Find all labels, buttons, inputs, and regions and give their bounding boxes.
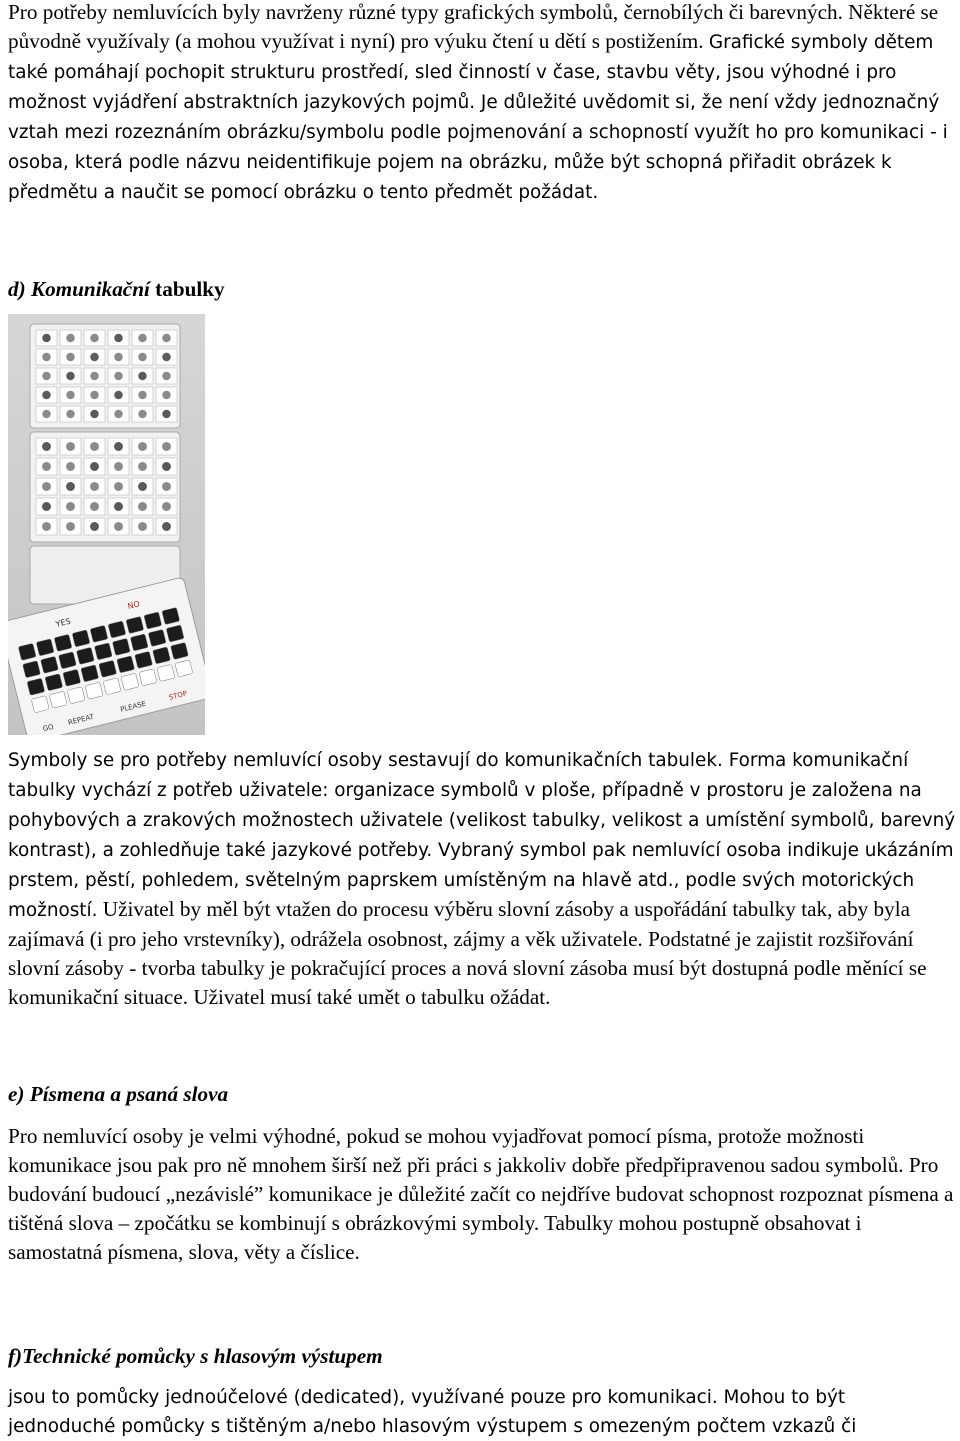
symbol-picture bbox=[138, 372, 146, 380]
symbol-picture bbox=[114, 482, 123, 491]
label-go: GO bbox=[41, 722, 55, 734]
symbol-picture bbox=[42, 410, 50, 418]
symbol-picture bbox=[114, 353, 122, 361]
symbol-picture bbox=[90, 372, 98, 380]
intro-sentence-1: Pro potřeby nemluvících byly navrženy různé typy grafických symbolů, černobílých či barevných. Některé se původně využívaly (a mohou využívat i nyní) pro výuku čtení u dětí s postižením. bbox=[8, 0, 939, 53]
intro-sentence-3: Je důležité uvědomit si, že není vždy jednoznačný vztah mezi rozeznáním obrázku/symbolu podle pojmenování a schopností využít ho pro komunikaci - i osoba, která podle názvu neidentifikuje pojem na obrázku, může být schopná přiřadit obrázek k předmětu a naučit se pomocí obrázku o tento předmět požádat. bbox=[8, 92, 948, 203]
symbol-picture bbox=[138, 391, 146, 399]
symbol-picture bbox=[162, 482, 171, 491]
symbol-picture bbox=[66, 391, 74, 399]
symbol-picture bbox=[90, 334, 98, 342]
symbol-picture bbox=[42, 372, 50, 380]
symbol-picture bbox=[42, 391, 50, 399]
symbol-picture bbox=[66, 410, 74, 418]
symbol-picture bbox=[114, 410, 122, 418]
symbol-picture bbox=[162, 442, 171, 451]
section-e-heading bbox=[8, 1080, 228, 1109]
symbol-picture bbox=[42, 462, 51, 471]
symbol-picture bbox=[162, 410, 170, 418]
symbol-picture bbox=[42, 482, 51, 491]
label-no: NO bbox=[126, 599, 141, 612]
symbol-picture bbox=[138, 482, 147, 491]
communication-boards-illustration bbox=[8, 314, 205, 735]
section-d-heading bbox=[8, 275, 225, 304]
symbol-picture bbox=[114, 442, 123, 451]
symbol-picture bbox=[138, 502, 147, 511]
label-yes: YES bbox=[54, 616, 72, 629]
symbol-picture bbox=[114, 522, 123, 531]
intro-paragraph bbox=[8, 0, 956, 207]
symbol-picture bbox=[90, 502, 99, 511]
symbol-picture bbox=[90, 522, 99, 531]
symbol-picture bbox=[90, 391, 98, 399]
symbol-picture bbox=[66, 372, 74, 380]
section-e-heading-text: e) Písmena a psaná slova bbox=[8, 1082, 229, 1106]
symbol-picture bbox=[90, 353, 98, 361]
symbol-picture bbox=[162, 522, 171, 531]
symbol-picture bbox=[138, 442, 147, 451]
section-d-sentence-1: Symboly se pro potřeby nemluvící osoby sestavují do komunikačních tabulek. Forma komunikační tabulky vychází z potřeb uživatele: organizace symbolů v ploše, případně v prostoru je založena na pohybových a zrakových možnostech uživatele (velikost tabulky, velikost a umístění symbolů, barevný kontrast), a zohledňuje také jazykové potřeby. Vybraný symbol pak nemluvící osoba indikuje ukázáním prstem, pěstí, pohledem, světelným paprskem umístěným na hlavě atd., podle svých motorických možností. bbox=[8, 750, 956, 921]
symbol-picture bbox=[162, 372, 170, 380]
section-f-heading-text: f)Technické pomůcky s hlasovým výstupem bbox=[8, 1344, 383, 1368]
symbol-picture bbox=[42, 334, 50, 342]
symbol-picture bbox=[90, 462, 99, 471]
symbol-picture bbox=[90, 482, 99, 491]
section-d-heading-upright: tabulky bbox=[149, 277, 225, 301]
symbol-picture bbox=[138, 334, 146, 342]
symbol-picture bbox=[114, 372, 122, 380]
symbol-picture bbox=[42, 442, 51, 451]
symbol-picture bbox=[66, 442, 75, 451]
symbol-picture bbox=[114, 502, 123, 511]
symbol-picture bbox=[42, 502, 51, 511]
symbol-picture bbox=[138, 353, 146, 361]
label-please: PLEASE bbox=[119, 699, 147, 714]
symbol-picture bbox=[42, 353, 50, 361]
symbol-board-1 bbox=[30, 324, 180, 428]
section-f-heading bbox=[8, 1342, 383, 1371]
section-d-heading-italic: d) Komunikační bbox=[8, 277, 150, 301]
label-stop: STOP bbox=[168, 689, 188, 702]
symbol-picture bbox=[114, 462, 123, 471]
symbol-picture bbox=[90, 442, 99, 451]
section-f-text: jsou to pomůcky jednoúčelové (dedicated), využívané pouze pro komunikaci. Mohou to být jednoduché pomůcky s tištěným a/nebo hlasovým výstupem s omezeným počtem vzkazů či bbox=[8, 1387, 857, 1437]
section-e-text: Pro nemluvící osoby je velmi výhodné, pokud se mohou vyjadřovat pomocí písma, protože možnosti komunikace jsou pak pro ně mnohem širší než při práci s jakkoliv dobře předpřipravenou sadou symbolů. Pro budování budoucí „nezávislé” komunikace je důležité začít co nejdříve budovat schopnost rozpoznat písmena a tištěná slova – zpočátku se kombinují s obrázkovými symboly. Tabulky mohou postupně obsahovat i samostatná písmena, slova, věty a číslice. bbox=[8, 1124, 954, 1264]
section-d-sentence-2: Uživatel by měl být vtažen do procesu výběru slovní zásoby a uspořádání tabulky tak, aby byla zajímavá (i pro jeho vrstevníky), odrážela osobnost, zájmy a věk uživatele. Podstatné je zajistit rozšiřování slovní zásoby - tvorba tabulky je pokračující proces a nová slovní zásoba musí být dostupná podle měnící se komunikační situace. Uživatel musí také umět o tabulku ožádat. bbox=[8, 897, 927, 1009]
section-e-paragraph bbox=[8, 1122, 956, 1267]
symbol-picture bbox=[66, 353, 74, 361]
symbol-picture bbox=[66, 462, 75, 471]
symbol-picture bbox=[162, 391, 170, 399]
symbol-picture bbox=[162, 353, 170, 361]
section-d-paragraph bbox=[8, 745, 956, 1012]
communication-boards-photo bbox=[8, 314, 205, 735]
symbol-picture bbox=[162, 462, 171, 471]
symbol-picture bbox=[162, 334, 170, 342]
symbol-board-2 bbox=[30, 432, 180, 542]
symbol-picture bbox=[138, 410, 146, 418]
symbol-picture bbox=[90, 410, 98, 418]
symbol-picture bbox=[114, 391, 122, 399]
symbol-picture bbox=[66, 522, 75, 531]
intro-sentence-2: Grafické symboly dětem také pomáhají pochopit strukturu prostředí, sled činností v čase, stavbu věty, jsou výhodné i pro možnost vyjádření abstraktních jazykových pojmů. bbox=[8, 32, 934, 113]
symbol-picture bbox=[42, 522, 51, 531]
symbol-picture bbox=[138, 522, 147, 531]
symbol-picture bbox=[114, 334, 122, 342]
symbol-picture bbox=[66, 502, 75, 511]
section-f-paragraph bbox=[8, 1383, 956, 1441]
symbol-picture bbox=[162, 502, 171, 511]
symbol-picture bbox=[66, 334, 74, 342]
symbol-picture bbox=[66, 482, 75, 491]
symbol-picture bbox=[138, 462, 147, 471]
label-repeat: REPEAT bbox=[67, 712, 95, 727]
